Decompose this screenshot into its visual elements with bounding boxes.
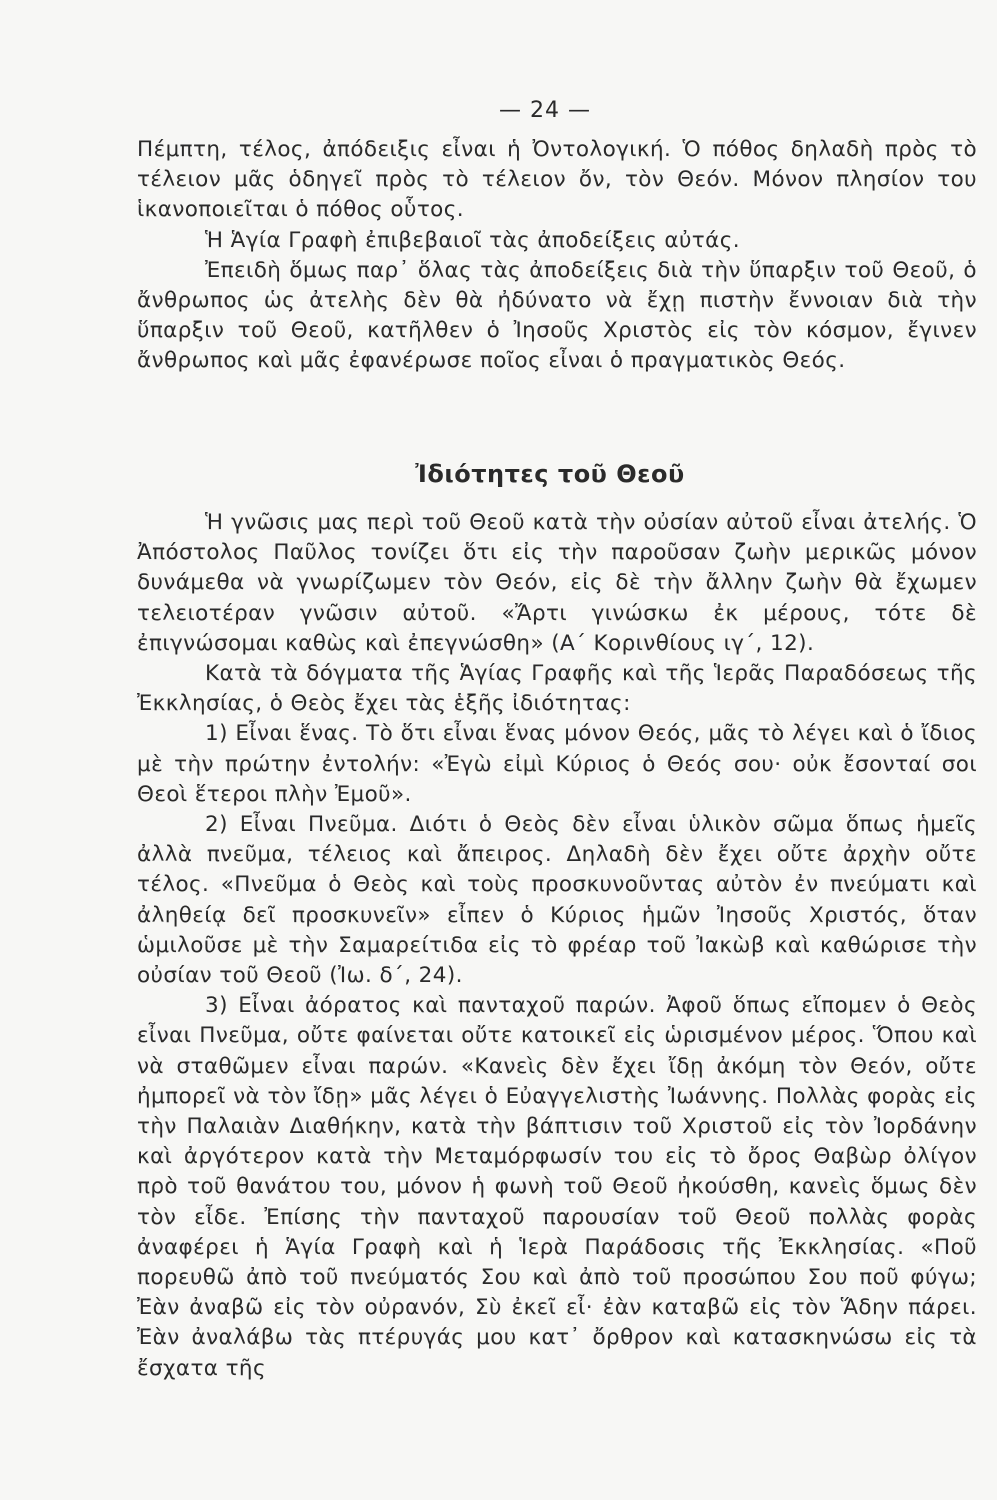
- paragraph-christ-revealed: Ἐπειδὴ ὅμως παρ᾽ ὅλας τὰς ἀποδείξεις διὰ τὴν ὕπαρξιν τοῦ Θεοῦ, ὁ ἄνθρωπος ὡς ἀτελὴς δὲν θὰ ἠδύνατο νὰ ἔχῃ πιστὴν ἔννοιαν διὰ τὴν ὕπαρξιν τοῦ Θεοῦ, κατῆλθεν ὁ Ἰησοῦς Χριστὸς εἰς τὸν κόσμον, ἔγινεν ἄνθρωπος καὶ μᾶς ἐφανέρωσε ποῖος εἶναι ὁ πραγματικὸς Θεός.: [137, 257, 977, 374]
- paragraph-property-spirit: 2) Εἶναι Πνεῦμα. Διότι ὁ Θεὸς δὲν εἶναι ὑλικὸν σῶμα ὅπως ἡμεῖς ἀλλὰ πνεῦμα, τέλειος καὶ ἄπειρος. Δηλαδὴ δὲν ἔχει οὔτε ἀρχὴν οὔτε τέλος. «Πνεῦμα ὁ Θεὸς καὶ τοὺς προσκυνοῦντας αὐτὸν ἐν πνεύματι καὶ ἀληθείᾳ δεῖ προσκυνεῖν» εἶπεν ὁ Κύριος ἡμῶν Ἰησοῦς Χριστός, ὅταν ὡμιλοῦσε μὲ τὴν Σαμαρείτιδα εἰς τὸ φρέαρ τοῦ Ἰακὼβ καὶ καθώρισε τὴν οὐσίαν τοῦ Θεοῦ (Ἰω. δ΄, 24).: [137, 812, 977, 989]
- paragraph-scripture-confirms: Ἡ Ἁγία Γραφὴ ἐπιβεβαιοῖ τὰς ἀποδείξεις αὐτάς.: [205, 227, 740, 253]
- paragraph-knowledge-of-god: Ἡ γνῶσις μας περὶ τοῦ Θεοῦ κατὰ τὴν οὐσίαν αὐτοῦ εἶναι ἀτελής. Ὁ Ἀπόστολος Παῦλος τονίζει ὅτι εἰς τὴν παροῦσαν ζωὴν μερικῶς μόνον δυνάμεθα νὰ γνωρίζωμεν τὸν Θεόν, εἰς δὲ τὴν ἄλλην ζωὴν θὰ ἔχωμεν τελειοτέραν γνῶσιν αὐτοῦ. «Ἄρτι γινώσκω ἐκ μέρους, τότε δὲ ἐπιγνώσομαι καθὼς καὶ ἐπεγνώσθη» (Α΄ Κορινθίους ιγ΄, 12).: [137, 510, 977, 656]
- paragraph-ontological-proof: Πέμπτη, τέλος, ἀπόδειξις εἶναι ἡ Ὀντολογική. Ὁ πόθος δηλαδὴ πρὸς τὸ τέλειον μᾶς ὁδηγεῖ πρὸς τὸ τέλειον ὄν, τὸν Θεόν. Μόνον πλησίον του ἱκανοποιεῖται ὁ πόθος οὗτος.: [137, 137, 977, 223]
- section-heading: Ἰδιότητες τοῦ Θεοῦ: [415, 460, 685, 488]
- paragraph-properties-intro: Κατὰ τὰ δόγματα τῆς Ἁγίας Γραφῆς καὶ τῆς Ἱερᾶς Παραδόσεως τῆς Ἐκκλησίας, ὁ Θεὸς ἔχει τὰς ἑξῆς ἰδιότητας:: [137, 661, 977, 717]
- intro-text: [137, 135, 977, 377]
- section-text: [137, 508, 977, 1384]
- page-number: — 24 —: [499, 98, 591, 123]
- paragraph-property-invisible: 3) Εἶναι ἀόρατος καὶ πανταχοῦ παρών. Ἀφοῦ ὅπως εἴπομεν ὁ Θεὸς εἶναι Πνεῦμα, οὔτε φαίνεται οὔτε κατοικεῖ εἰς ὡρισμένον μέρος. Ὅπου καὶ νὰ σταθῶμεν εἶναι παρών. «Κανεὶς δὲν ἔχει ἴδῃ ἀκόμη τὸν Θεόν, οὔτε ἠμπορεῖ νὰ τὸν ἴδῃ» μᾶς λέγει ὁ Εὐαγγελιστὴς Ἰωάννης. Πολλὰς φορὰς εἰς τὴν Παλαιὰν Διαθήκην, κατὰ τὴν βάπτισιν τοῦ Χριστοῦ εἰς τὸν Ἰορδάνην καὶ ἀργότερον κατὰ τὴν Μεταμόρφωσίν του εἰς τὸ ὄρος Θαβὼρ ὀλίγον πρὸ τοῦ θανάτου του, μόνον ἡ φωνὴ τοῦ Θεοῦ ἠκούσθη, κανεὶς ὅμως δὲν τὸν εἶδε. Ἐπίσης τὴν πανταχοῦ παρουσίαν τοῦ Θεοῦ πολλὰς φορὰς ἀναφέρει ἡ Ἁγία Γραφὴ καὶ ἡ Ἱερὰ Παράδοσις τῆς Ἐκκλησίας. «Ποῦ πορευθῶ ἀπὸ τοῦ πνεύματός Σου καὶ ἀπὸ τοῦ προσώπου Σου ποῦ φύγω; Ἐὰν ἀναβῶ εἰς τὸν οὐρανόν, Σὺ ἐκεῖ εἶ· ἐὰν καταβῶ εἰς τὸν Ἅδην πάρει. Ἐὰν ἀναλάβω τὰς πτέρυγάς μου κατ᾽ ὄρθρον καὶ κατασκηνώσω εἰς τὰ ἔσχατα τῆς: [137, 993, 977, 1381]
- paragraph-property-one: 1) Εἶναι ἕνας. Τὸ ὅτι εἶναι ἕνας μόνον Θεός, μᾶς τὸ λέγει καὶ ὁ ἴδιος μὲ τὴν πρώτην ἐντολήν: «Ἐγὼ εἰμὶ Κύριος ὁ Θεός σου· οὐκ ἔσονταί σοι Θεοὶ ἕτεροι πλὴν Ἐμοῦ».: [137, 721, 977, 807]
